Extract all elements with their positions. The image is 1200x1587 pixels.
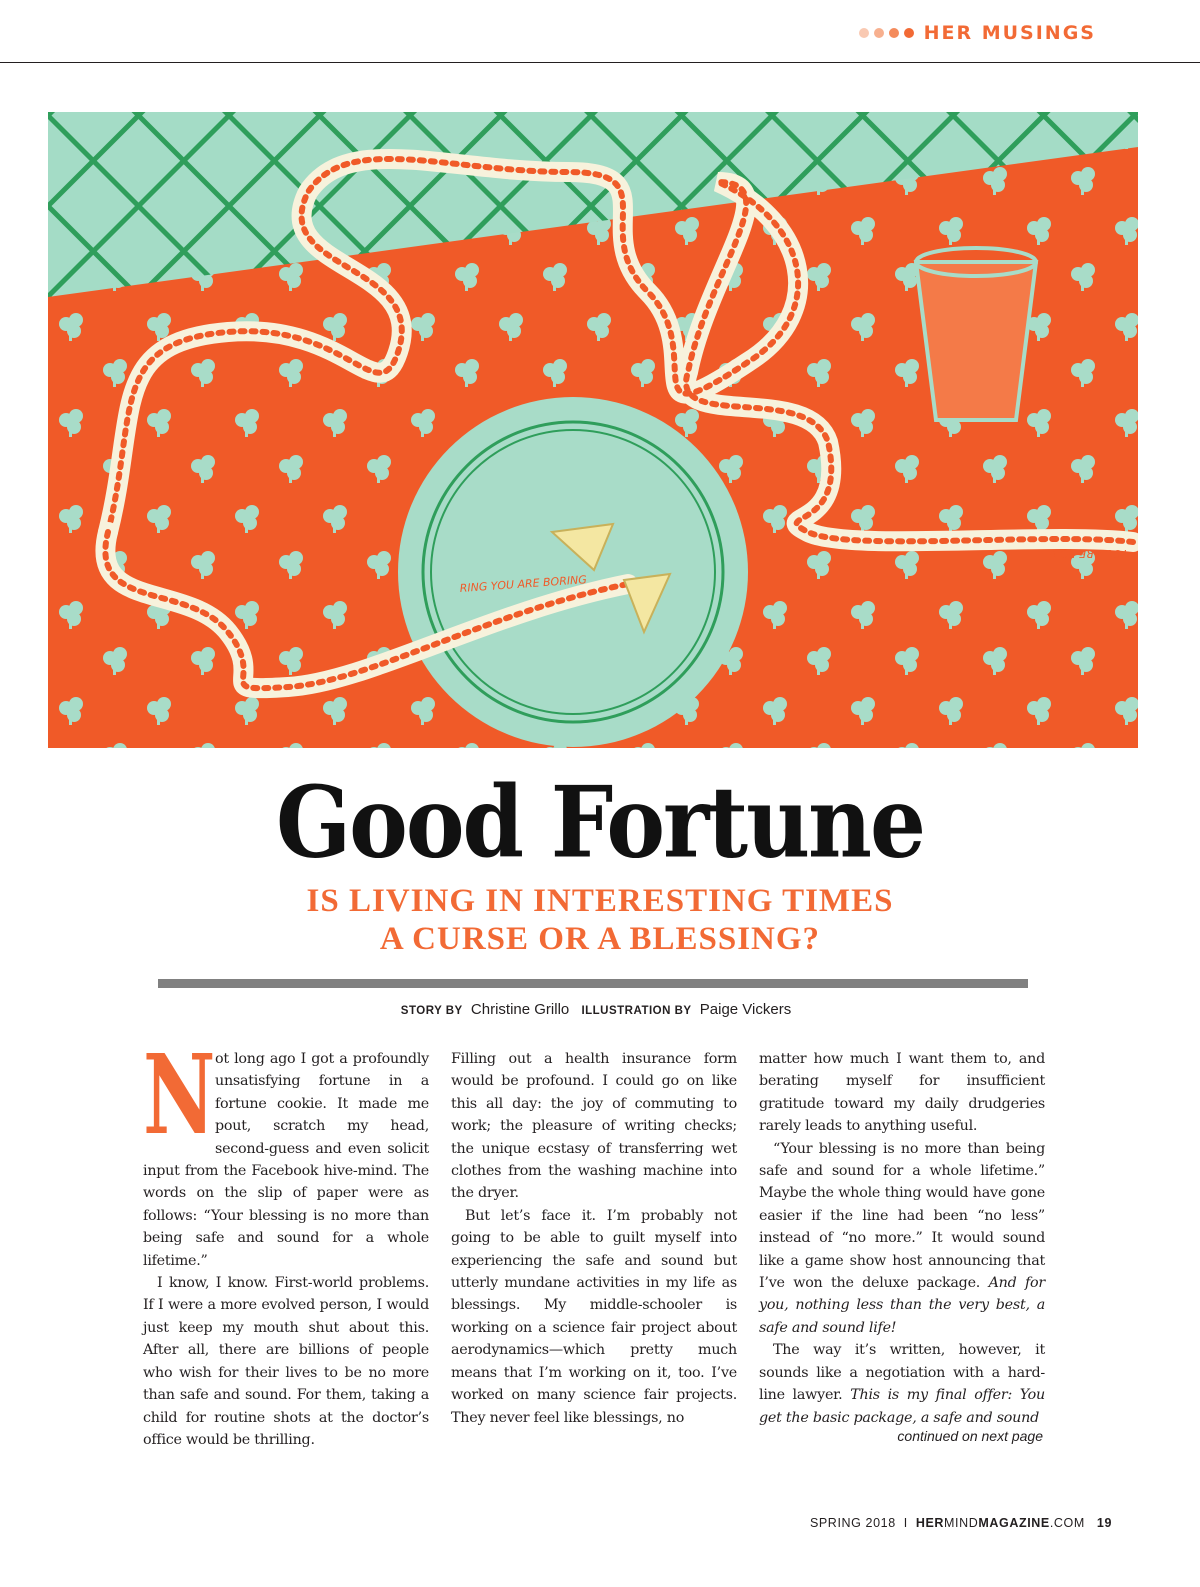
author-name: Christine Grillo <box>470 1001 570 1018</box>
paragraph <box>759 1339 1045 1429</box>
byline <box>0 1001 1200 1018</box>
page-footer <box>810 1516 1112 1530</box>
site-com: .COM <box>1049 1516 1085 1530</box>
section-header <box>859 22 1096 44</box>
subtitle-line: A CURSE OR A BLESSING? <box>379 921 821 957</box>
header-rule <box>0 62 1200 63</box>
italic-text: This is my final offer: You get the basic package, a safe and sound <box>759 1387 1045 1426</box>
paragraph-text: ot long ago I got a profoundly unsatisfying fortune in a fortune cookie. It made me pout, scratch my head, second-guess and even solicit input from the Facebook hive-mind. The words on the slip of paper were as follows: “Your blessing is no more than being safe and sound for a whole lifetime.” <box>143 1051 429 1269</box>
story-label: STORY BY <box>400 1005 463 1017</box>
header-dot <box>859 28 869 38</box>
paragraph: matter how much I want them to, and berating myself for insufficient gratitude toward my daily drudgeries rarely leads to anything useful. <box>759 1051 1045 1135</box>
header-dots <box>859 28 914 38</box>
section-label: HER MUSINGS <box>923 22 1096 44</box>
site-magazine: MAGAZINE <box>978 1516 1050 1530</box>
body-column-3 <box>759 1048 1045 1429</box>
header-dot <box>904 28 914 38</box>
header-dot <box>874 28 884 38</box>
strip-text: YOU ARE BORI <box>1048 547 1128 560</box>
title-rule <box>158 979 1028 988</box>
paragraph: But let’s face it. I’m probably not going to be able to guilt myself into experiencing the safe and sound but utterly mundane activities in my life as blessings. My middle-schooler is working on a science fair project about aerodynamics—which pretty much means that I’m working on it, too. I’ve worked on many science fair projects. They never feel like blessings, no <box>451 1207 737 1426</box>
italic-text: And for you, nothing less than the very best, a safe and sound life! <box>759 1275 1045 1336</box>
body-column-1 <box>143 1030 429 1451</box>
article-subtitle <box>0 882 1200 958</box>
site-mind: MIND <box>944 1516 979 1530</box>
paragraph: I know, I know. First-world problems. If I were a more evolved person, I would just keep my mouth shut about this. After all, there are billions of people who wish for their lives to be no more than safe and sound. For them, taking a child for routine shots at the doctor’s office would be thrilling. <box>143 1275 429 1448</box>
paragraph <box>143 1030 429 1272</box>
footer-separator: I <box>903 1516 908 1530</box>
article-title: Good Fortune <box>275 763 925 881</box>
plate <box>398 397 748 747</box>
glass <box>916 248 1036 420</box>
paragraph-text: “Your blessing is no more than being safe and sound for a whole lifetime.” Maybe the whole thing would have gone easier if the line had been “no less” instead of “no more.” It would sound like a game show host announcing that I’ve won the deluxe package. <box>759 1140 1045 1292</box>
subtitle-line: IS LIVING IN INTERESTING TIMES <box>306 883 894 919</box>
issue-season: SPRING 2018 <box>809 1516 896 1530</box>
page-number: 19 <box>1096 1516 1112 1530</box>
illustration-label: ILLUSTRATION BY <box>581 1005 692 1017</box>
paragraph <box>759 1138 1045 1340</box>
site-her: HER <box>915 1516 945 1530</box>
continued-note: continued on next page <box>897 1428 1043 1444</box>
paragraph: Filling out a health insurance form would be profound. I could go on like this all day: the joy of commuting to work; the pleasure of writing checks; the unique ecstasy of transferring wet clothes from the washing machine into the dryer. <box>451 1051 737 1202</box>
body-column-2 <box>451 1048 737 1429</box>
strip-text: RING YOU ARE BORING <box>459 573 588 595</box>
header-dot <box>889 28 899 38</box>
drop-cap: N <box>143 1030 216 1159</box>
paragraph-text: The way it’s written, however, it sounds like a negotiation with a hard-line lawyer. <box>759 1342 1045 1404</box>
hero-illustration <box>48 112 1138 748</box>
illustrator-name: Paige Vickers <box>699 1001 792 1018</box>
